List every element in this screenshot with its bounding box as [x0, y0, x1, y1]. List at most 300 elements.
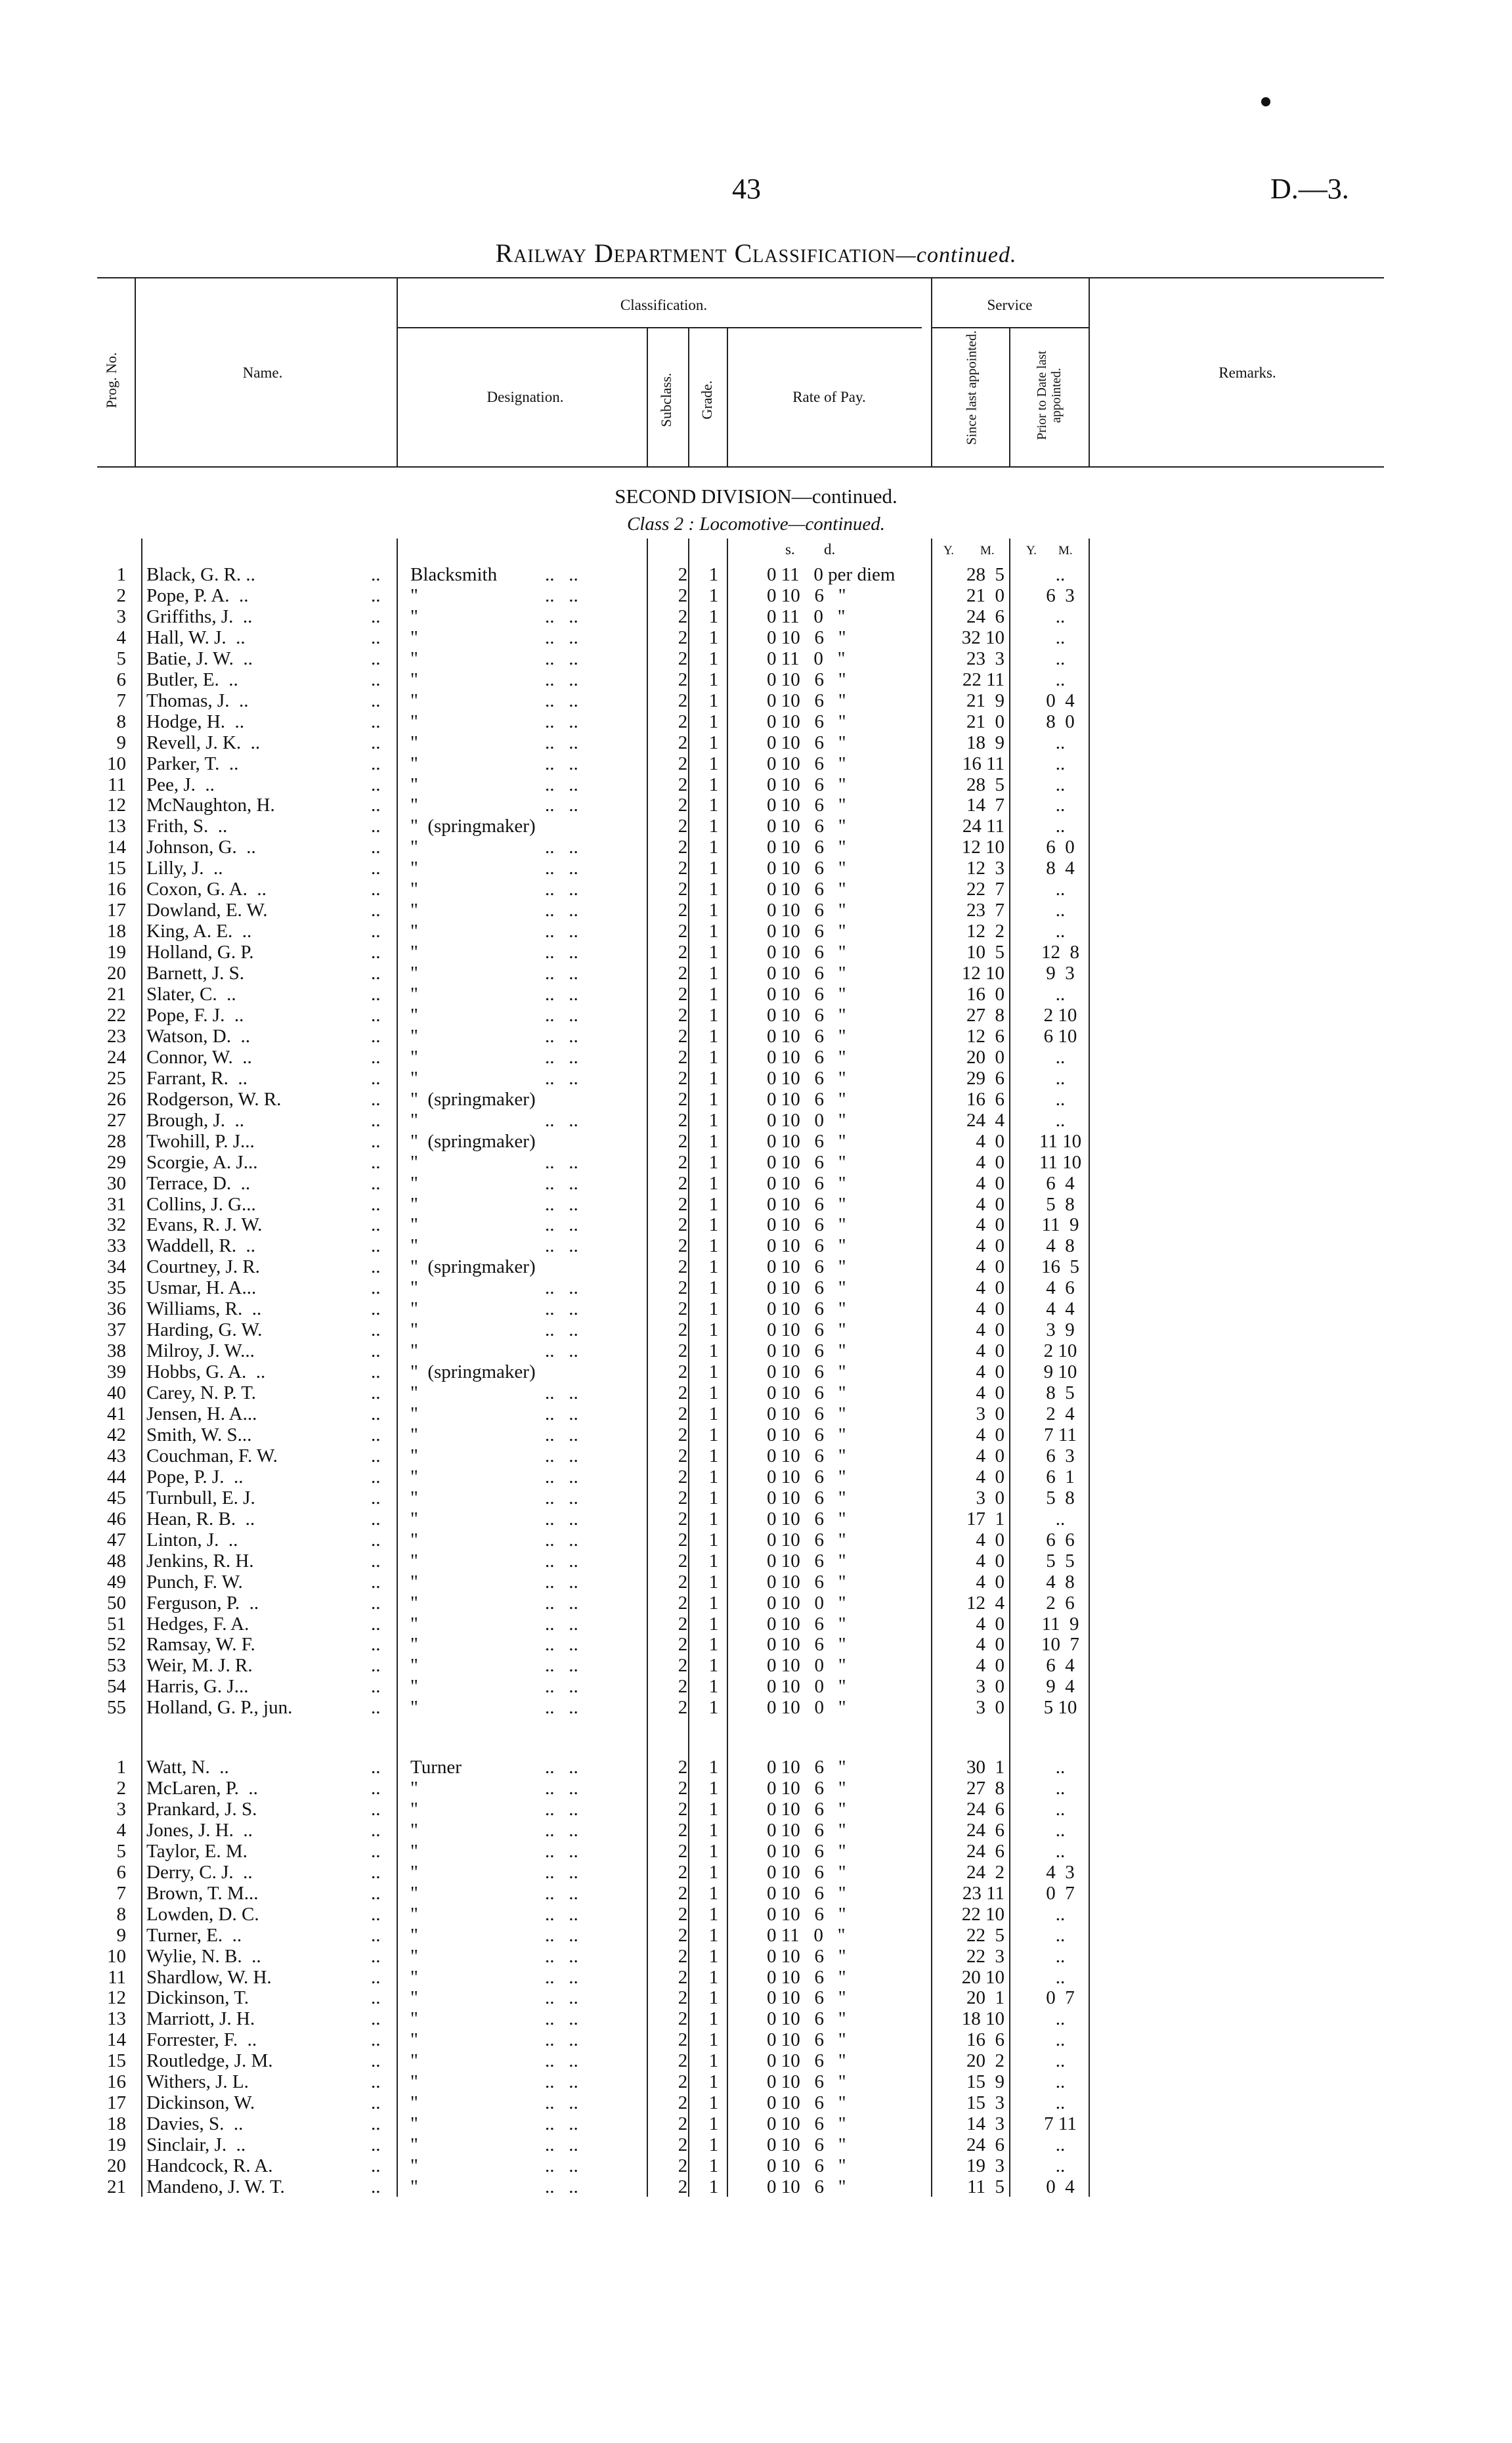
prog-no: 16: [107, 879, 126, 900]
rate-of-pay: 0 10 6 ": [767, 1571, 846, 1593]
rate-of-pay: 0 10 6 ": [767, 669, 846, 690]
designation: ": [410, 1861, 418, 1883]
since-last-appointed: 32 10: [961, 627, 1004, 648]
rate-of-pay: 0 10 6 ": [767, 1151, 846, 1173]
grade: 1: [708, 1550, 719, 1572]
leader-dots: ..: [371, 711, 381, 732]
leader-dots: .. ..: [545, 1340, 578, 1362]
subclass: 2: [678, 1966, 688, 1988]
prior-to-date: 6 4: [1046, 1172, 1075, 1194]
prior-to-date: ..: [1055, 774, 1066, 795]
since-last-appointed: 10 5: [966, 942, 1004, 963]
prior-to-date: 6 4: [1046, 1655, 1075, 1677]
subclass: 2: [678, 2113, 688, 2135]
since-last-appointed: 15 9: [966, 2071, 1004, 2093]
prior-to-date: 7 11: [1044, 2113, 1077, 2135]
staff-name: Marriott, J. H.: [146, 2008, 255, 2030]
staff-name: Holland, G. P.: [146, 942, 254, 963]
designation: ": [410, 1613, 418, 1635]
prog-no-header: Prog. No.: [103, 352, 119, 408]
subclass: 2: [678, 1903, 688, 1925]
rate-of-pay: 0 10 6 ": [767, 774, 846, 795]
designation: ": [410, 2008, 418, 2030]
subclass: 2: [678, 1151, 688, 1173]
leader-dots: .. ..: [545, 963, 578, 984]
table-row: [0, 2051, 1512, 2071]
leader-dots: .. ..: [545, 900, 578, 921]
since-last-appointed: 19 3: [966, 2155, 1004, 2177]
rate-of-pay: 0 10 6 ": [767, 1382, 846, 1404]
grade: 1: [708, 1634, 719, 1656]
staff-name: Harding, G. W.: [146, 1319, 263, 1341]
grade: 1: [708, 1193, 719, 1215]
subclass: 2: [678, 1571, 688, 1593]
table-row: [0, 1153, 1512, 1173]
grade: 1: [708, 627, 719, 648]
designation: ": [410, 1109, 418, 1131]
subclass: 2: [678, 963, 688, 984]
subclass: 2: [678, 1256, 688, 1278]
prior-to-date: 2 10: [1043, 1340, 1077, 1362]
staff-name: Holland, G. P., jun.: [146, 1697, 293, 1719]
rate-of-pay: 0 10 6 ": [767, 1403, 846, 1424]
since-last-appointed: 4 0: [976, 1613, 1004, 1635]
prog-no: 29: [107, 1151, 126, 1173]
since-last-appointed: 4 0: [976, 1319, 1004, 1341]
prior-to-date: ..: [1055, 648, 1066, 669]
staff-name: Collins, J. G...: [146, 1193, 256, 1215]
prior-to-date: 0 7: [1046, 1882, 1075, 1904]
prior-to-date: 0 4: [1046, 2176, 1075, 2197]
designation: ": [410, 690, 418, 711]
subclass: 2: [678, 879, 688, 900]
prog-no: 40: [107, 1382, 126, 1404]
since-last-appointed: 24 11: [962, 816, 1004, 837]
rate-of-pay: 0 10 6 ": [767, 1088, 846, 1110]
grade: 1: [708, 1109, 719, 1131]
leader-dots: .. ..: [545, 2092, 578, 2114]
leader-dots: .. ..: [545, 1445, 578, 1466]
table-row: [0, 1677, 1512, 1697]
prog-no: 17: [107, 2092, 126, 2114]
leader-dots: .. ..: [545, 795, 578, 816]
staff-name: Dickinson, T.: [146, 1987, 249, 2009]
leader-dots: ..: [371, 753, 381, 774]
rate-of-pay: 0 10 6 ": [767, 1508, 846, 1530]
since-last-appointed: 4 0: [976, 1256, 1004, 1278]
leader-dots: ..: [371, 1571, 381, 1593]
prog-no: 6: [116, 1861, 126, 1883]
since-last-appointed: 4 0: [976, 1655, 1004, 1677]
prog-no: 17: [107, 900, 126, 921]
designation: ": [410, 1655, 418, 1677]
grade: 1: [708, 1987, 719, 2009]
since-last-appointed: 30 1: [966, 1757, 1004, 1778]
grade: 1: [708, 1613, 719, 1635]
prior-to-date: ..: [1055, 2029, 1066, 2051]
subclass: 2: [678, 1277, 688, 1299]
leader-dots: .. ..: [545, 1298, 578, 1320]
designation: ": [410, 1172, 418, 1194]
leader-dots: .. ..: [545, 1571, 578, 1593]
leader-dots: ..: [371, 1151, 381, 1173]
leader-dots: ..: [371, 1966, 381, 1988]
rate-of-pay: 0 10 6 ": [767, 1004, 846, 1026]
rate-of-pay: 0 10 6 ": [767, 2071, 846, 2093]
leader-dots: .. ..: [545, 1067, 578, 1089]
rate-of-pay: 0 10 6 ": [767, 1798, 846, 1820]
staff-name: Evans, R. J. W.: [146, 1214, 263, 1236]
prior-to-date: 10 7: [1041, 1634, 1079, 1656]
table-row: [0, 1174, 1512, 1194]
designation: Turner: [410, 1757, 462, 1778]
since-last-appointed: 12 4: [966, 1592, 1004, 1614]
grade: 1: [708, 984, 719, 1005]
grade: 1: [708, 1424, 719, 1445]
since-last-appointed: 4 0: [976, 1235, 1004, 1257]
leader-dots: ..: [371, 2029, 381, 2051]
leader-dots: .. ..: [545, 2155, 578, 2177]
prior-to-date: ..: [1055, 1798, 1066, 1820]
staff-name: Handcock, R. A.: [146, 2155, 273, 2177]
prog-no: 53: [107, 1655, 126, 1677]
staff-name: Batie, J. W. ..: [146, 648, 253, 669]
table-row: [0, 1195, 1512, 1215]
grade: 1: [708, 1529, 719, 1551]
rate-of-pay: 0 10 6 ": [767, 942, 846, 963]
subclass: 2: [678, 1819, 688, 1841]
leader-dots: ..: [371, 1382, 381, 1404]
prior-to-date: 9 10: [1043, 1361, 1077, 1383]
grade: 1: [708, 2071, 719, 2093]
staff-name: Dowland, E. W.: [146, 900, 268, 921]
designation: ": [410, 1004, 418, 1026]
prog-no: 37: [107, 1319, 126, 1341]
prog-no: 9: [116, 1924, 126, 1946]
leader-dots: ..: [371, 1277, 381, 1299]
since-last-appointed: 3 0: [976, 1487, 1004, 1508]
prog-no: 51: [107, 1613, 126, 1635]
leader-dots: .. ..: [545, 921, 578, 942]
since-last-appointed: 4 0: [976, 1529, 1004, 1551]
prog-no: 8: [116, 1903, 126, 1925]
prog-no: 32: [107, 1214, 126, 1236]
subclass: 2: [678, 1298, 688, 1320]
prog-no: 41: [107, 1403, 126, 1424]
prior-to-date: ..: [1055, 1966, 1066, 1988]
leader-dots: .. ..: [545, 1151, 578, 1173]
leader-dots: .. ..: [545, 690, 578, 711]
staff-name: Hean, R. B. ..: [146, 1508, 255, 1530]
table-row: [0, 1488, 1512, 1508]
grade: 1: [708, 2113, 719, 2135]
rate-of-pay: 0 11 0 ": [767, 605, 846, 627]
staff-name: Withers, J. L.: [146, 2071, 249, 2093]
subclass: 2: [678, 1697, 688, 1719]
rate-of-pay: 0 10 6 ": [767, 1840, 846, 1862]
table-row: [0, 1236, 1512, 1256]
grade: 1: [708, 963, 719, 984]
rate-of-pay: 0 10 6 ": [767, 1529, 846, 1551]
leader-dots: .. ..: [545, 942, 578, 963]
leader-dots: .. ..: [545, 732, 578, 753]
grade: 1: [708, 564, 719, 585]
rate-of-pay: 0 10 0 ": [767, 1592, 846, 1614]
leader-dots: ..: [371, 584, 381, 606]
leader-dots: .. ..: [545, 1046, 578, 1068]
prog-no: 11: [108, 1966, 126, 1988]
subclass: 2: [678, 837, 688, 858]
subclass: 2: [678, 2176, 688, 2197]
staff-name: Frith, S. ..: [146, 816, 228, 837]
leader-dots: ..: [371, 1655, 381, 1677]
designation: ": [410, 2134, 418, 2156]
grade: 1: [708, 2176, 719, 2197]
leader-dots: ..: [371, 963, 381, 984]
since-last-appointed: 4 0: [976, 1340, 1004, 1362]
since-last-appointed: 27 8: [966, 1004, 1004, 1026]
leader-dots: ..: [371, 816, 381, 837]
rate-of-pay: 0 10 6 ": [767, 1945, 846, 1967]
grade: 1: [708, 816, 719, 837]
prior-to-date: 6 0: [1046, 837, 1075, 858]
leader-dots: ..: [371, 732, 381, 753]
prog-no: 6: [116, 669, 126, 690]
subclass: 2: [678, 1004, 688, 1026]
prog-no: 12: [107, 1987, 126, 2009]
since-last-appointed: 21 0: [966, 711, 1004, 732]
rate-of-pay: 0 10 6 ": [767, 984, 846, 1005]
staff-name: Couchman, F. W.: [146, 1445, 278, 1466]
prog-no: 39: [107, 1361, 126, 1383]
designation: ": [410, 1798, 418, 1820]
prior-to-date: ..: [1055, 627, 1066, 648]
grade: 1: [708, 795, 719, 816]
table-row: [0, 984, 1512, 1005]
table-row: [0, 1089, 1512, 1110]
table-row: [0, 837, 1512, 858]
prior-to-date: ..: [1055, 795, 1066, 816]
since-last-appointed: 28 5: [966, 774, 1004, 795]
designation: ": [410, 1966, 418, 1988]
leader-dots: .. ..: [545, 1424, 578, 1445]
prog-no: 27: [107, 1109, 126, 1131]
prog-no: 15: [107, 858, 126, 879]
leader-dots: .. ..: [545, 2176, 578, 2197]
subclass: 2: [678, 1655, 688, 1677]
designation: ": [410, 921, 418, 942]
subclass: 2: [678, 1861, 688, 1883]
grade: 1: [708, 1924, 719, 1946]
since-last-appointed: 28 5: [966, 564, 1004, 585]
rate-of-pay: 0 10 0 ": [767, 1676, 846, 1698]
staff-name: Terrace, D. ..: [146, 1172, 251, 1194]
leader-dots: .. ..: [545, 1903, 578, 1925]
prior-to-date: 6 3: [1046, 584, 1075, 606]
designation: ": [410, 1445, 418, 1466]
leader-dots: ..: [371, 858, 381, 879]
staff-name: Pope, P. J. ..: [146, 1466, 244, 1487]
rate-of-pay: 0 10 6 ": [767, 1777, 846, 1799]
since-last-appointed: 4 0: [976, 1424, 1004, 1445]
class-title: Class 2 : Locomotive—continued.: [626, 514, 886, 535]
designation: " (springmaker): [410, 1361, 536, 1383]
table-row: [0, 733, 1512, 753]
grade: 1: [708, 1361, 719, 1383]
leader-dots: ..: [371, 1004, 381, 1026]
designation: ": [410, 2113, 418, 2135]
subclass: 2: [678, 921, 688, 942]
staff-name: Shardlow, W. H.: [146, 1966, 272, 1988]
leader-dots: ..: [371, 605, 381, 627]
leader-dots: ..: [371, 1256, 381, 1278]
table-row: [0, 1132, 1512, 1152]
leader-dots: .. ..: [545, 1798, 578, 1820]
table-row: [0, 816, 1512, 837]
table-row: [0, 586, 1512, 606]
staff-name: Prankard, J. S.: [146, 1798, 257, 1820]
table-row: [0, 712, 1512, 732]
grade: 1: [708, 1466, 719, 1487]
leader-dots: ..: [371, 1445, 381, 1466]
rate-of-pay: 0 11 0 ": [767, 648, 846, 669]
staff-name: Watt, N. ..: [146, 1757, 229, 1778]
subclass: 2: [678, 1840, 688, 1862]
table-row: [0, 1047, 1512, 1068]
grade: 1: [708, 1487, 719, 1508]
table-row: [0, 1926, 1512, 1946]
prior-to-date: ..: [1055, 1945, 1066, 1967]
rate-of-pay: 0 10 6 ": [767, 2155, 846, 2177]
since-last-appointed: 12 2: [966, 921, 1004, 942]
prog-no: 38: [107, 1340, 126, 1362]
designation: ": [410, 1945, 418, 1967]
leader-dots: .. ..: [545, 648, 578, 669]
designation: ": [410, 942, 418, 963]
prog-no: 54: [107, 1676, 126, 1698]
staff-name: Lowden, D. C.: [146, 1903, 259, 1925]
rate-of-pay: 0 10 6 ": [767, 1861, 846, 1883]
unit-pence: d.: [824, 541, 836, 558]
leader-dots: ..: [371, 1819, 381, 1841]
table-row: [0, 2156, 1512, 2176]
designation: ": [410, 1277, 418, 1299]
subclass: 2: [678, 1466, 688, 1487]
prior-to-date: 5 8: [1046, 1193, 1075, 1215]
leader-dots: .. ..: [545, 1172, 578, 1194]
table-row: [0, 921, 1512, 942]
table-row: [0, 1656, 1512, 1676]
table-row: [0, 607, 1512, 627]
rate-of-pay: 0 11 0 per diem: [767, 564, 896, 585]
table-row: [0, 1883, 1512, 1904]
leader-dots: ..: [371, 2008, 381, 2030]
page-title: [0, 238, 1512, 269]
staff-name: Wylie, N. B. ..: [146, 1945, 261, 1967]
prior-to-date: 3 9: [1046, 1319, 1075, 1341]
rate-of-pay: 0 10 6 ": [767, 1046, 846, 1068]
since-last-appointed: 14 3: [966, 2113, 1004, 2135]
rate-of-pay: 0 10 6 ": [767, 1298, 846, 1320]
rate-of-pay: 0 10 6 ": [767, 1987, 846, 2009]
table-row: [0, 858, 1512, 879]
subclass: 2: [678, 1172, 688, 1194]
staff-name: Farrant, R. ..: [146, 1067, 248, 1089]
leader-dots: ..: [371, 1508, 381, 1530]
rate-of-pay: 0 10 6 ": [767, 1193, 846, 1215]
table-row: [0, 1968, 1512, 1988]
staff-name: Carey, N. P. T.: [146, 1382, 257, 1404]
staff-name: Jensen, H. A...: [146, 1403, 257, 1424]
subclass-header: Subclass.: [658, 372, 674, 428]
since-last-appointed: 4 0: [976, 1298, 1004, 1320]
staff-name: Brough, J. ..: [146, 1109, 245, 1131]
prog-no: 52: [107, 1634, 126, 1656]
rate-of-pay: 0 10 6 ": [767, 900, 846, 921]
leader-dots: ..: [371, 1840, 381, 1862]
staff-name: Scorgie, A. J...: [146, 1151, 258, 1173]
leader-dots: ..: [371, 1861, 381, 1883]
subclass: 2: [678, 1319, 688, 1341]
grade: 1: [708, 2092, 719, 2114]
prior-to-date: ..: [1055, 984, 1066, 1005]
subclass: 2: [678, 1193, 688, 1215]
prior-to-date: 12 8: [1041, 942, 1079, 963]
since-last-appointed: 3 0: [976, 1697, 1004, 1719]
prior-to-date: 6 6: [1046, 1529, 1075, 1551]
since-last-appointed: 18 9: [966, 732, 1004, 753]
staff-name: Brown, T. M...: [146, 1882, 259, 1904]
leader-dots: ..: [371, 1903, 381, 1925]
grade: 1: [708, 2134, 719, 2156]
leader-dots: ..: [371, 1088, 381, 1110]
leader-dots: .. ..: [545, 1529, 578, 1551]
prior-to-date: 9 3: [1046, 963, 1075, 984]
table-row: [0, 649, 1512, 669]
subclass: 2: [678, 1382, 688, 1404]
table-row: [0, 1799, 1512, 1820]
since-last-appointed: 18 10: [961, 2008, 1004, 2030]
leader-dots: ..: [371, 1613, 381, 1635]
table-row: [0, 879, 1512, 900]
grade: 1: [708, 774, 719, 795]
designation: ": [410, 837, 418, 858]
designation: ": [410, 732, 418, 753]
leader-dots: .. ..: [545, 753, 578, 774]
rate-of-pay: 0 10 6 ": [767, 1256, 846, 1278]
subclass: 2: [678, 1882, 688, 1904]
subclass: 2: [678, 1777, 688, 1799]
prior-to-date: ..: [1055, 879, 1066, 900]
designation: ": [410, 1046, 418, 1068]
since-last-appointed: 17 1: [966, 1508, 1004, 1530]
subclass: 2: [678, 627, 688, 648]
prog-no: 19: [107, 942, 126, 963]
designation: ": [410, 858, 418, 879]
since-last-appointed: 14 7: [966, 795, 1004, 816]
prog-no: 22: [107, 1004, 126, 1026]
since-last-appointed: 24 4: [966, 1109, 1004, 1131]
since-last-appointed: 23 3: [966, 648, 1004, 669]
since-last-appointed: 24 6: [966, 1798, 1004, 1820]
table-row: [0, 1446, 1512, 1466]
since-last-appointed: 4 0: [976, 1172, 1004, 1194]
rate-of-pay: 0 10 6 ": [767, 627, 846, 648]
staff-name: Barnett, J. S.: [146, 963, 245, 984]
leader-dots: .. ..: [545, 1403, 578, 1424]
since-last-appointed: 16 6: [966, 1088, 1004, 1110]
unit-months-since: M.: [980, 544, 995, 558]
